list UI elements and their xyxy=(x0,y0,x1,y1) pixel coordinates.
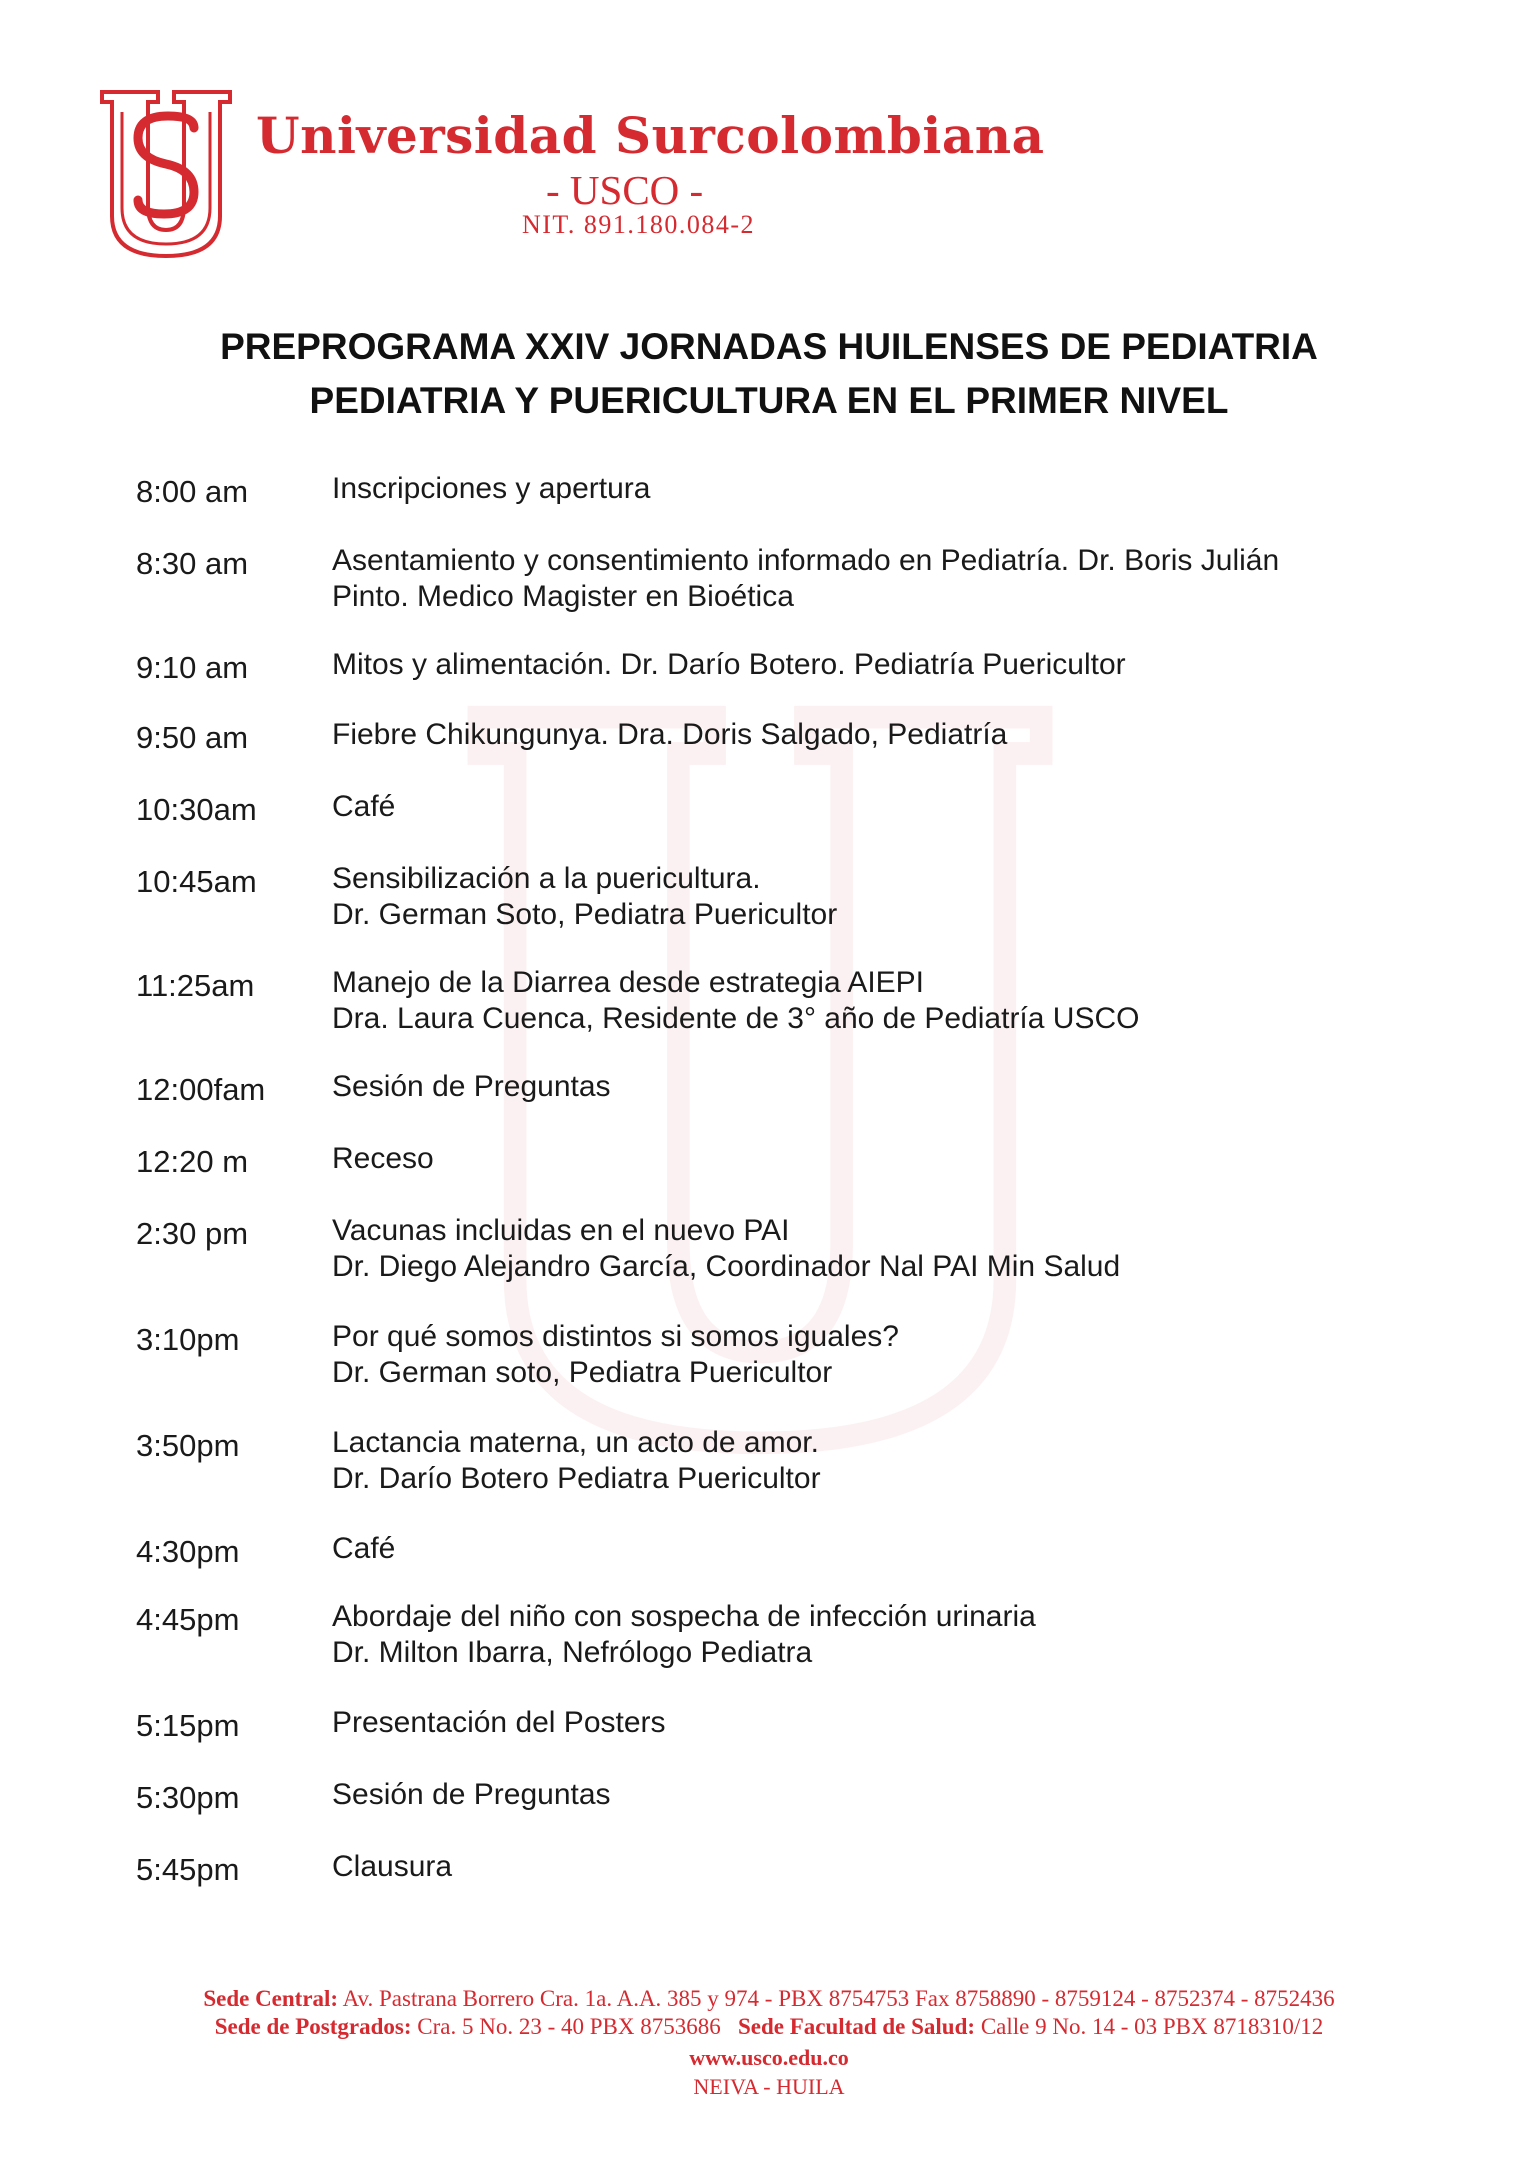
program-title: PREPROGRAMA XXIV JORNADAS HUILENSES DE PEDIATRIA xyxy=(220,326,1318,367)
session-title: Fiebre Chikungunya. Dra. Doris Salgado, Pediatría xyxy=(332,718,1008,751)
session-title: Receso xyxy=(332,1142,434,1175)
session-title: Sesión de Preguntas xyxy=(332,1070,611,1103)
university-name: Universidad Surcolombiana xyxy=(256,106,1045,165)
footer-postgrados-text: Cra. 5 No. 23 - 40 PBX 8753686 xyxy=(417,2014,721,2039)
session-title: Manejo de la Diarrea desde estrategia AIEPI xyxy=(332,966,925,999)
session-description xyxy=(332,1069,611,1105)
session-time: 12:00fam xyxy=(136,1072,266,1107)
session-title: Vacunas incluidas en el nuevo PAI xyxy=(332,1214,790,1247)
session-detail: Dr. Milton Ibarra, Nefrólogo Pediatra xyxy=(332,1636,813,1669)
session-description xyxy=(332,647,1126,683)
session-time: 3:50pm xyxy=(136,1428,240,1463)
session-detail: Dr. German Soto, Pediatra Puericultor xyxy=(332,898,838,931)
session-description xyxy=(332,471,651,507)
session-description xyxy=(332,1531,395,1567)
session-time: 11:25am xyxy=(136,968,255,1003)
session-title: Clausura xyxy=(332,1850,453,1883)
session-description xyxy=(332,965,1139,1037)
session-time: 4:45pm xyxy=(136,1602,240,1637)
session-title: Mitos y alimentación. Dr. Darío Botero. Pediatría Puericultor xyxy=(332,648,1126,681)
session-description xyxy=(332,1141,434,1177)
session-title: Café xyxy=(332,790,396,823)
session-time: 9:10 am xyxy=(136,650,249,685)
usco-logo-icon xyxy=(98,88,234,260)
session-title: Abordaje del niño con sospecha de infección urinaria xyxy=(332,1600,1036,1633)
footer-central-label: Sede Central: xyxy=(203,1986,339,2011)
session-title: Asentamiento y consentimiento informado en Pediatría. Dr. Boris Julián xyxy=(332,544,1280,577)
session-description xyxy=(332,789,395,825)
session-description xyxy=(332,1319,899,1391)
session-time: 5:15pm xyxy=(136,1708,240,1743)
session-title: Sesión de Preguntas xyxy=(332,1778,611,1811)
session-description xyxy=(332,1425,821,1497)
footer-central-text: Av. Pastrana Borrero Cra. 1a. A.A. 385 y 974 - PBX 8754753 Fax 8758890 - 8759124 - 8752374 - 8752436 xyxy=(342,1986,1335,2011)
footer-city: NEIVA - HUILA xyxy=(693,2074,845,2099)
session-time: 4:30pm xyxy=(136,1534,240,1569)
session-description xyxy=(332,543,1279,615)
session-title: Por qué somos distintos si somos iguales? xyxy=(332,1320,899,1353)
session-time: 8:30 am xyxy=(136,546,249,581)
session-title: Inscripciones y apertura xyxy=(332,472,651,505)
session-detail: Pinto. Medico Magister en Bioética xyxy=(332,580,794,613)
footer-salud-label: Sede Facultad de Salud: xyxy=(737,2014,976,2039)
university-nit: NIT. 891.180.084-2 xyxy=(522,210,756,239)
session-description xyxy=(332,1705,666,1741)
session-title: Presentación del Posters xyxy=(332,1706,666,1739)
session-time: 12:20 m xyxy=(136,1144,249,1179)
session-time: 5:30pm xyxy=(136,1780,240,1815)
session-detail: Dra. Laura Cuenca, Residente de 3° año de Pediatría USCO xyxy=(332,1002,1140,1035)
session-time: 8:00 am xyxy=(136,474,249,509)
session-description xyxy=(332,1849,452,1885)
session-title: Café xyxy=(332,1532,396,1565)
session-description xyxy=(332,717,1007,753)
footer-postgrados-label: Sede de Postgrados: xyxy=(214,2014,412,2039)
session-time: 10:30am xyxy=(136,792,257,827)
footer-central xyxy=(0,1986,1538,2012)
session-description xyxy=(332,1213,1120,1285)
session-time: 2:30 pm xyxy=(136,1216,249,1251)
session-title: Lactancia materna, un acto de amor. xyxy=(332,1426,819,1459)
university-acronym: - USCO - xyxy=(546,167,704,213)
session-time: 9:50 am xyxy=(136,720,249,755)
session-time: 10:45am xyxy=(136,864,257,899)
session-description xyxy=(332,1599,1036,1671)
session-detail: Dr. Diego Alejandro García, Coordinador Nal PAI Min Salud xyxy=(332,1250,1121,1283)
session-title: Sensibilización a la puericultura. xyxy=(332,862,761,895)
footer-salud-text: Calle 9 No. 14 - 03 PBX 8718310/12 xyxy=(980,2014,1324,2039)
program-subtitle: PEDIATRIA Y PUERICULTURA EN EL PRIMER NIVEL xyxy=(309,380,1229,421)
session-time: 3:10pm xyxy=(136,1322,240,1357)
session-description xyxy=(332,861,837,933)
session-description xyxy=(332,1777,611,1813)
session-detail: Dr. Darío Botero Pediatra Puericultor xyxy=(332,1462,821,1495)
letterhead xyxy=(98,88,1098,268)
session-detail: Dr. German soto, Pediatra Puericultor xyxy=(332,1356,833,1389)
session-time: 5:45pm xyxy=(136,1852,240,1887)
footer-branches xyxy=(0,2014,1538,2040)
footer-website: www.usco.edu.co xyxy=(689,2045,849,2070)
